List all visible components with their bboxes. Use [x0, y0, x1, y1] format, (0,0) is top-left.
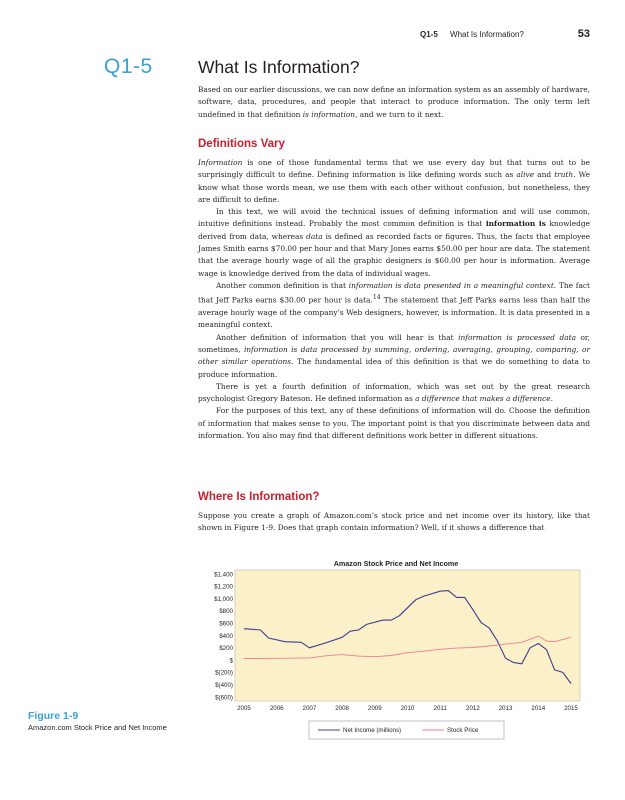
x-tick-label: 2014	[531, 705, 546, 712]
paragraph: Information is one of those fundamental terms that we use every day but that turns out to be surprisingly difficult to define. Defining information is like defining words such as alive and truth. We know what those words mean, we use them with each other without confusion, but nonetheless, they are difficult to define.	[198, 158, 590, 204]
paragraph: Another common definition is that information is data presented in a meaningful context. The fact that Jeff Parks earns $30.00 per hour is data.$^{14}$ The statement that Jeff Parks earns less than half the average hourly wage of the company’s Web designers, however, is information. It is data presented in a meaningful context.	[198, 280, 590, 330]
x-tick-label: 2015	[564, 705, 578, 712]
intro-paragraph: Based on our earlier discussions, we can now define an information system as an assembly of hardware, software, data, procedures, and people that interact to produce information. The only term left undefined in that definition is information, and we turn to it next.	[198, 85, 590, 119]
page-number: 53	[577, 28, 590, 40]
section-title: What Is Information?	[198, 57, 360, 77]
x-tick-label: 2011	[433, 705, 447, 712]
y-tick-label: $600	[219, 620, 233, 628]
y-tick-label: $1,000	[214, 595, 233, 603]
where-body	[198, 510, 590, 535]
y-axis	[214, 571, 233, 701]
figure-caption-text: Amazon.com Stock Price and Net Income	[28, 723, 167, 732]
x-tick-label: 2006	[269, 705, 284, 712]
y-tick-label: $1,200	[214, 583, 233, 591]
subheading-where-is-information: Where Is Information?	[198, 491, 320, 503]
chart-title: Amazon Stock Price and Net Income	[333, 559, 459, 568]
y-tick-label: $200	[219, 645, 233, 653]
definitions-body	[198, 157, 590, 442]
y-tick-label: $(400)	[215, 682, 233, 689]
paragraph: Suppose you create a graph of Amazon.com’s stock price and net income over its history, like that shown in Figure 1-9. Does that graph contain information? Well, if it shows a difference that	[198, 511, 590, 533]
y-tick-label: $(600)	[215, 694, 233, 702]
amazon-chart	[200, 556, 592, 746]
y-tick-label: $(200)	[215, 669, 233, 677]
paragraph: There is yet a fourth definition of information, which was set out by the great research psychologist Gregory Bateson. He defined information as a difference that makes a difference.	[198, 381, 590, 404]
paragraph: In this text, we will avoid the technical issues of defining information and will use common, intuitive definitions instead. Probably the most common definition is that information is knowledge derived from data, whereas data is defined as recorded facts or figures. Thus, the facts that employee James Smith earns $70.00 per hour and that Mary Jones earns $50.00 per hour are data. The statement that the average hourly wage of all the graphic designers is $60.00 per hour is information. Average wage is knowledge derived from the data of individual wages.	[198, 207, 590, 278]
legend-label: Stock Price	[447, 727, 479, 735]
y-tick-label: $800	[219, 608, 233, 616]
figure-label: Figure 1-9	[28, 710, 79, 722]
subheading-definitions-vary: Definitions Vary	[198, 138, 285, 150]
x-tick-label: 2007	[302, 705, 317, 712]
x-tick-label: 2012	[466, 705, 480, 712]
y-tick-label: $1,400	[214, 571, 233, 579]
x-tick-label: 2010	[400, 705, 415, 712]
running-head-section: Q1-5	[420, 30, 438, 39]
plot-area	[235, 570, 580, 701]
x-tick-label: 2005	[237, 705, 251, 712]
y-tick-label: $	[229, 657, 233, 665]
x-tick-label: 2008	[335, 705, 349, 712]
intro-text	[198, 84, 590, 121]
x-tick-label: 2009	[367, 705, 382, 712]
paragraph: For the purposes of this text, any of these definitions of information will do. Choose the definition of information that makes sense to you. The important point is that you discriminate between data and information. You also may find that different definitions work better in different situations.	[198, 406, 590, 440]
running-head-title: What Is Information?	[450, 30, 524, 39]
legend-label: Net Income (millions)	[343, 727, 402, 735]
figure-caption	[28, 710, 188, 733]
running-head	[420, 30, 590, 44]
legend	[318, 727, 479, 734]
paragraph: Another definition of information that you will hear is that information is processed data or, sometimes, information is data processed by summing, ordering, averaging, grouping, comparing, or other similar operations. The fundamental idea of this definition is that we do something to data to produce information.	[198, 332, 591, 379]
section-number: Q1-5	[104, 55, 153, 78]
y-tick-label: $400	[219, 632, 233, 640]
x-tick-label: 2013	[498, 705, 513, 712]
x-axis	[237, 705, 578, 712]
